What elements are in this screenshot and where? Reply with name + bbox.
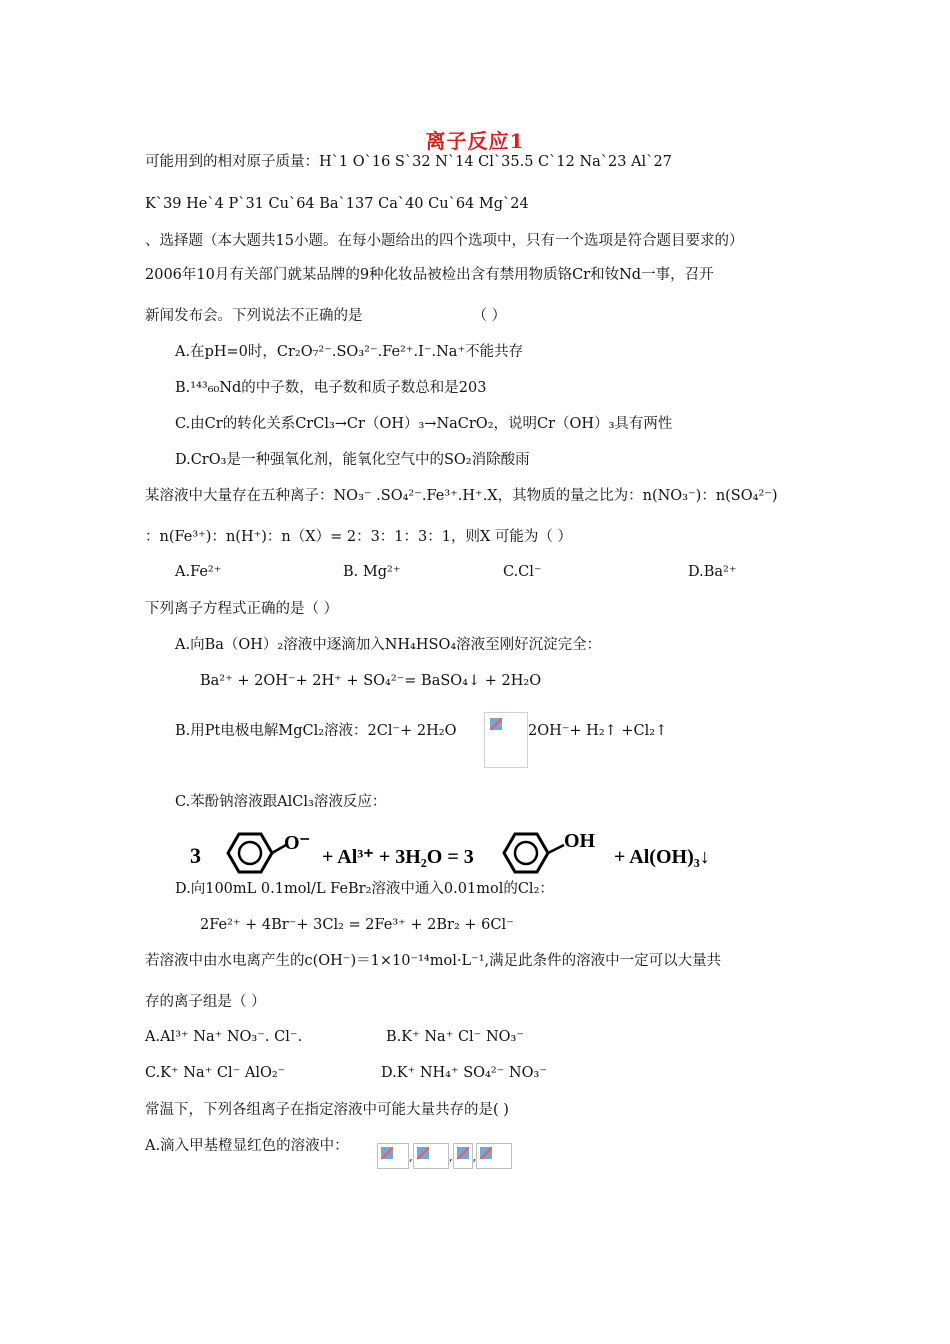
atomic-mass-label: 可能用到的相对原子质量： — [145, 154, 319, 170]
q4-stem-line2: 存的离子组是（ ） — [145, 994, 266, 1010]
q1-option-b: B.¹⁴³₆₀Nd的中子数，电子数和质子数总和是203 — [175, 380, 487, 396]
q1-stem-text: 新闻发布会。下列说法不正确的是 — [145, 308, 363, 324]
q1-answer-paren: （ ） — [472, 308, 507, 324]
q3-option-d-equation: 2Fe²⁺ + 4Br⁻+ 3Cl₂ = 2Fe³⁺ + 2Br₂ + 6Cl⁻ — [200, 917, 514, 933]
q1-option-a: A.在pH=0时，Cr₂O₇²⁻.SO₃²⁻.Fe²⁺.I⁻.Na⁺不能共存 — [175, 344, 524, 360]
q4-option-c: C.K⁺ Na⁺ Cl⁻ AlO₂⁻ — [145, 1065, 286, 1081]
atomic-mass-line-1 — [145, 153, 672, 171]
equation-middle-text: + Al³⁺ + 3H₂O = 3 — [322, 846, 474, 868]
q5-broken-images: , , , — [377, 1143, 512, 1169]
q2-option-d: D.Ba²⁺ — [688, 564, 737, 580]
q2-stem-line2: ：n(Fe³⁺)：n(H⁺)：n（X）= 2：3：1：3：1，则X 可能为（ ） — [145, 529, 573, 545]
atomic-mass-values-1: H`1 O`16 S`32 N`14 Cl`35.5 C`12 Na`23 Al`27 — [319, 154, 672, 170]
broken-image-icon-1 — [377, 1143, 409, 1169]
q3-option-b-post: 2OH⁻+ H₂↑ +Cl₂↑ — [528, 723, 668, 739]
q5-option-a — [145, 1137, 349, 1155]
q1-option-d: D.CrO₃是一种强氧化剂，能氧化空气中的SO₂消除酸雨 — [175, 452, 530, 468]
broken-image-icon — [484, 712, 528, 768]
broken-image-icon-4 — [476, 1143, 512, 1169]
q3-option-b-pre: B.用Pt电极电解MgCl₂溶液：2Cl⁻+ 2H₂O — [175, 723, 457, 739]
benzene-ring-icon — [228, 834, 286, 872]
q4-option-d: D.K⁺ NH₄⁺ SO₄²⁻ NO₃⁻ — [381, 1065, 547, 1081]
phenoxide-reaction-equation — [190, 823, 750, 881]
q3-option-c: C.苯酚钠溶液跟AlCl₃溶液反应： — [175, 794, 387, 810]
section-header: 、选择题（本大题共15小题。在每小题给出的四个选项中，只有一个选项是符合题目要求的） — [145, 233, 744, 249]
q1-stem-line1: 2006年10月有关部门就某品牌的9种化妆品被检出含有禁用物质铬Cr和钕Nd一事，召开 — [145, 267, 714, 283]
atomic-mass-line-2: K`39 He`4 P`31 Cu`64 Ba`137 Ca`40 Cu`64 Mg`24 — [145, 196, 529, 212]
q3-option-a-equation: Ba²⁺ + 2OH⁻+ 2H⁺ + SO₄²⁻= BaSO₄↓ + 2H₂O — [200, 673, 542, 689]
equation-coefficient-1: 3 — [190, 843, 201, 868]
q2-option-a: A.Fe²⁺ — [175, 564, 222, 580]
q1-stem-line2 — [145, 307, 506, 325]
phenol-oh-label: OH — [564, 830, 596, 852]
q5-stem: 常温下，下列各组离子在指定溶液中可能大量共存的是( ) — [145, 1102, 509, 1118]
q1-option-c: C.由Cr的转化关系CrCl₃→Cr（OH）₃→NaCrO₂，说明Cr（OH）₃具有两性 — [175, 416, 673, 432]
q4-option-a: A.Al³⁺ Na⁺ NO₃⁻. Cl⁻. — [145, 1029, 303, 1045]
equation-end-text: + Al(OH)₃↓ — [614, 846, 710, 868]
q3-stem: 下列离子方程式正确的是（ ） — [145, 601, 339, 617]
q3-option-d: D.向100mL 0.1mol/L FeBr₂溶液中通入0.01mol的Cl₂： — [175, 881, 554, 897]
broken-image-icon-3 — [453, 1143, 473, 1169]
q4-option-b: B.K⁺ Na⁺ Cl⁻ NO₃⁻ — [386, 1029, 524, 1045]
q4-stem-line1: 若溶液中由水电离产生的c(OH⁻)＝1×10⁻¹⁴mol·L⁻¹,满足此条件的溶液中一定可以大量共 — [145, 953, 722, 969]
page-title: 离子反应1 — [425, 129, 525, 153]
q5-option-a-text: A.滴入甲基橙显红色的溶液中： — [145, 1138, 349, 1154]
phenoxide-ion-label: O⁻ — [284, 832, 311, 854]
benzene-ring-icon-2 — [504, 834, 564, 872]
q2-stem-line1: 某溶液中大量存在五种离子：NO₃⁻ .SO₄²⁻.Fe³⁺.H⁺.X，其物质的量之比为：n(NO₃⁻)：n(SO₄²⁻) — [145, 488, 778, 504]
q2-option-b: B. Mg²⁺ — [343, 564, 401, 580]
broken-image-icon-2 — [413, 1143, 449, 1169]
q2-option-c: C.Cl⁻ — [503, 564, 542, 580]
q3-option-a: A.向Ba（OH）₂溶液中逐滴加入NH₄HSO₄溶液至刚好沉淀完全： — [175, 637, 602, 653]
image-placeholder-icon — [487, 715, 507, 735]
